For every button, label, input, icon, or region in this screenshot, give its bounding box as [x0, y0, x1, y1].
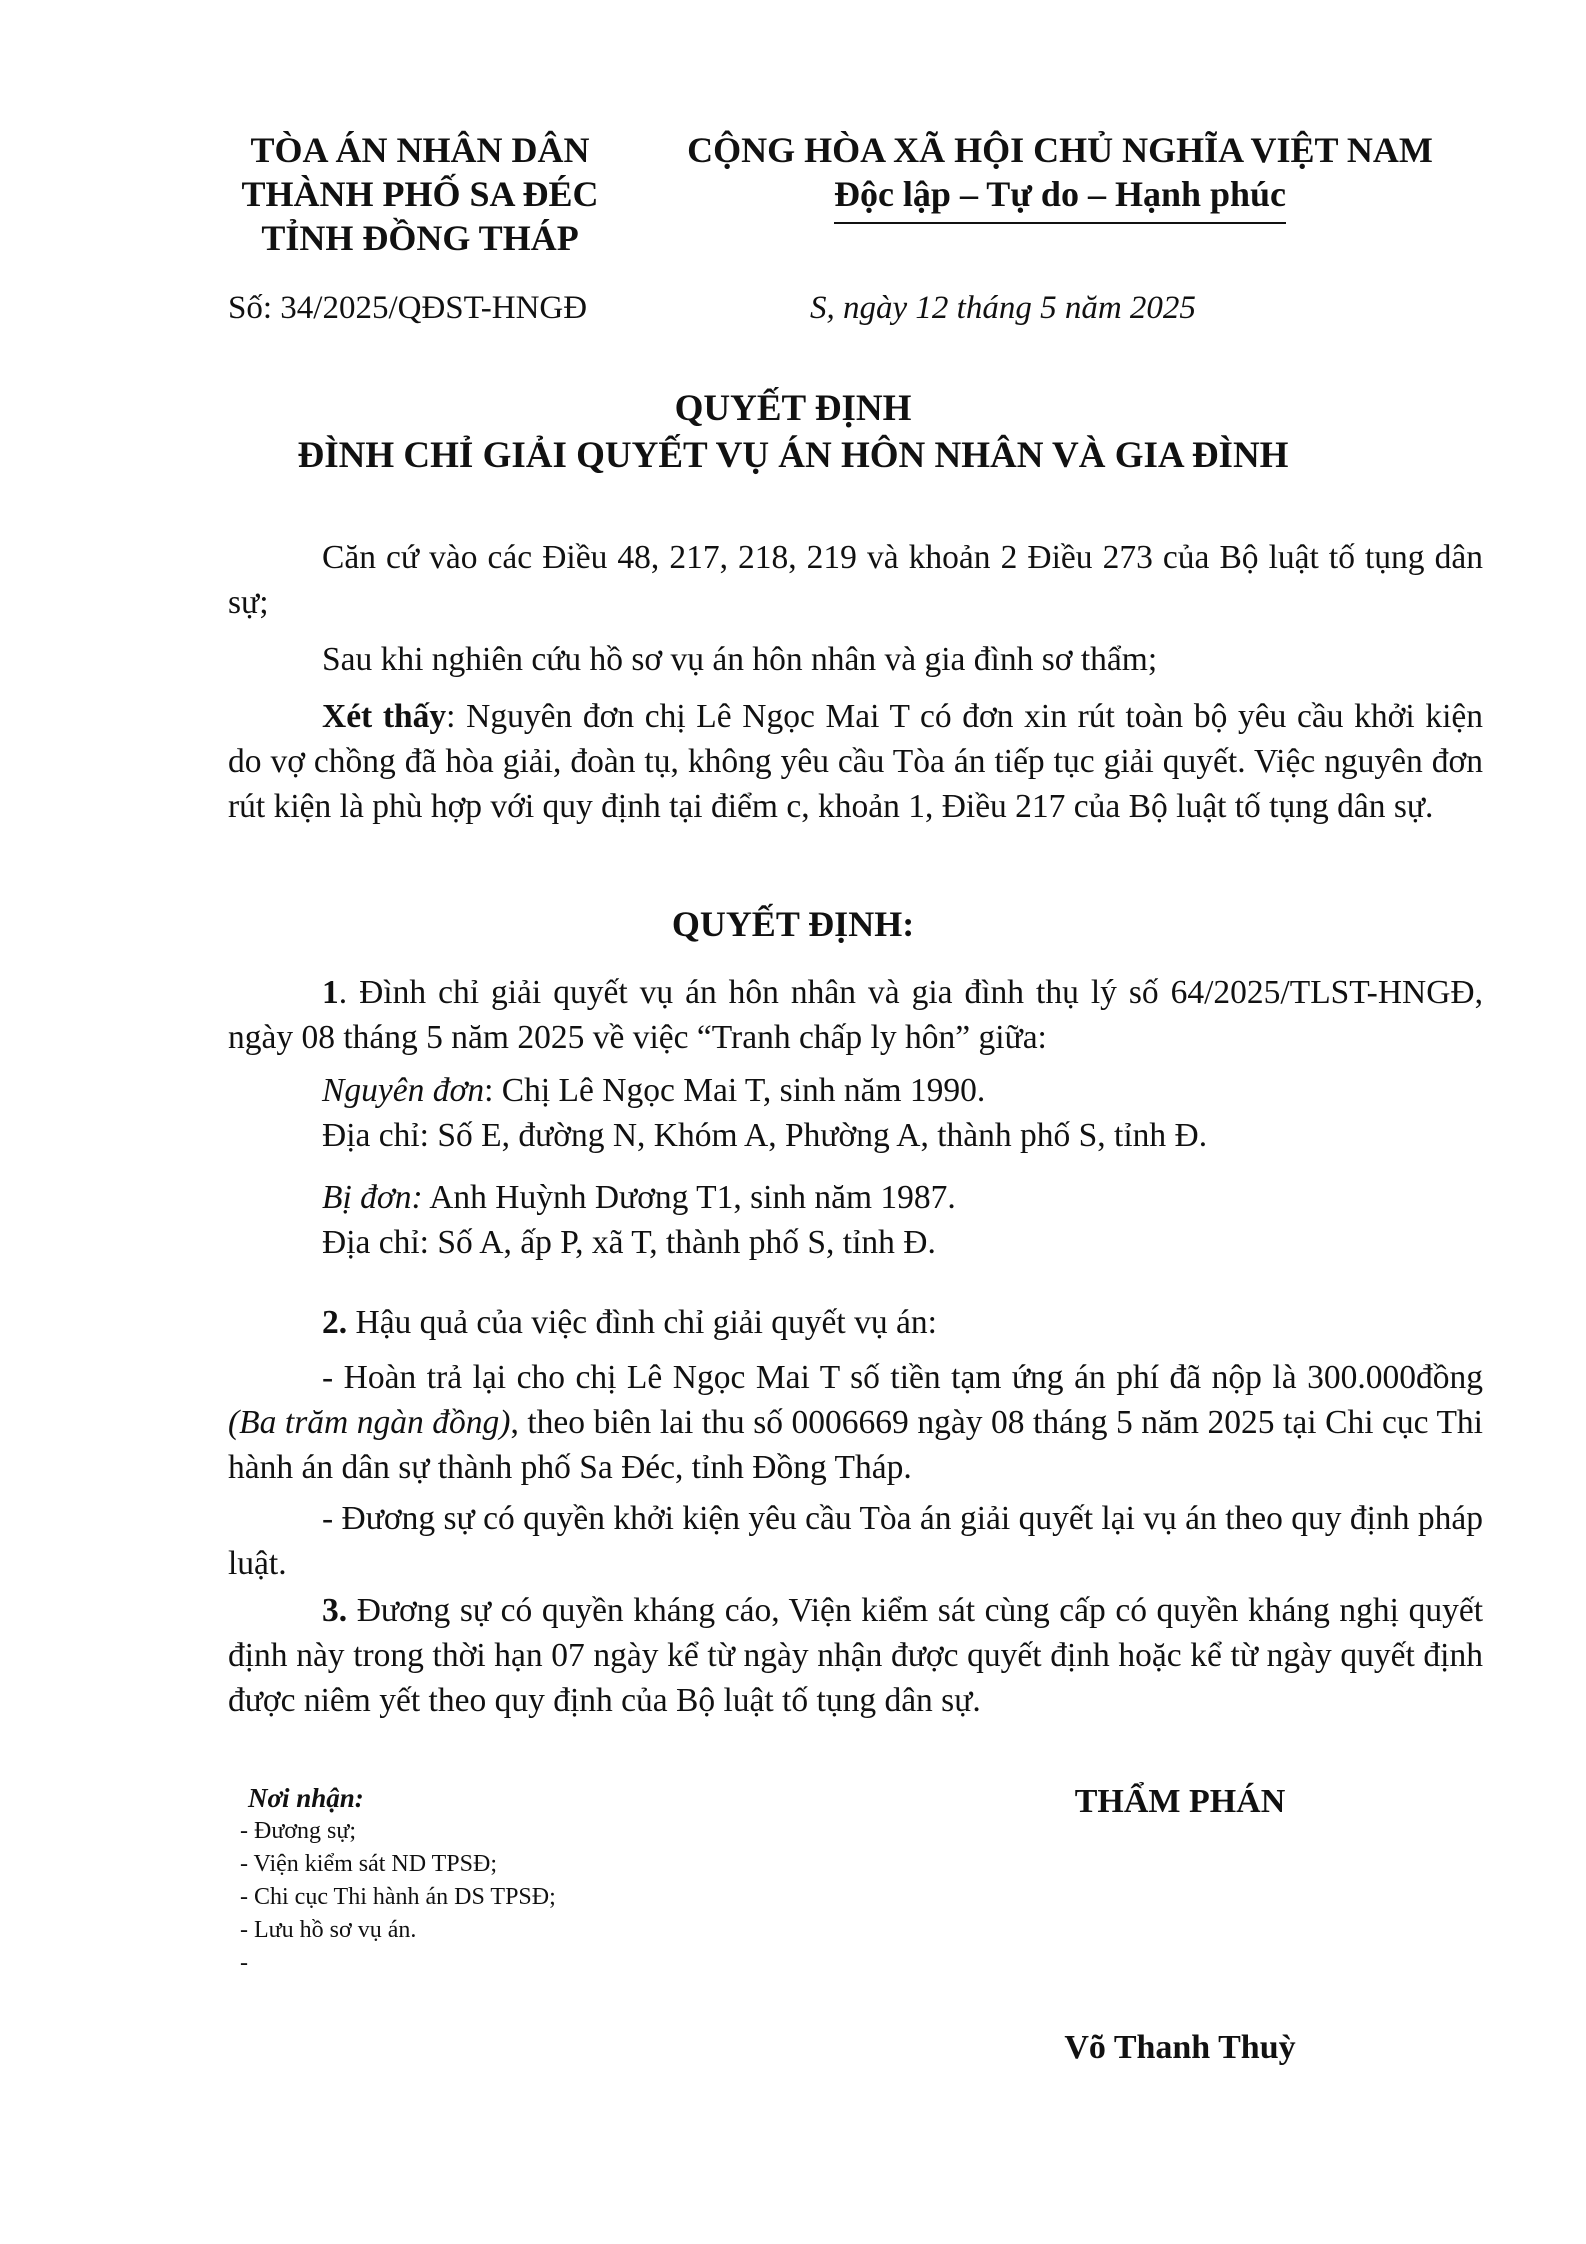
recipients-block	[240, 1782, 556, 1980]
refund-pre: - Hoàn trả lại cho chị Lê Ngọc Mai T số tiền tạm ứng án phí đã nộp là 300.000đồng	[322, 1359, 1483, 1396]
defendant-text: Anh Huỳnh Dương T1, sinh năm 1987.	[422, 1179, 956, 1216]
item-1-text: . Đình chỉ giải quyết vụ án hôn nhân và gia đình thụ lý số 64/2025/TLST-HNGĐ, ngày 08 tháng 5 năm 2025 về việc “Tranh chấp ly hôn” giữa:	[228, 974, 1483, 1056]
national-motto: Độc lập – Tự do – Hạnh phúc	[834, 172, 1286, 224]
court-name	[205, 128, 635, 260]
defendant-label: Bị đơn:	[322, 1179, 423, 1216]
document-number: Số: 34/2025/QĐST-HNGĐ	[228, 290, 588, 326]
item-2-number: 2.	[322, 1304, 348, 1341]
decision-heading: QUYẾT ĐỊNH:	[671, 904, 915, 944]
considering-label: Xét thấy	[322, 698, 447, 735]
item-1-number: 1	[322, 974, 339, 1011]
after-review: Sau khi nghiên cứu hồ sơ vụ án hôn nhân và gia đình sơ thẩm;	[322, 641, 1158, 678]
recipient-item: - Đương sự;	[240, 1818, 357, 1844]
court-line-2: THÀNH PHỐ SA ĐÉC	[241, 174, 599, 214]
court-line-1: TÒA ÁN NHÂN DÂN	[250, 130, 590, 170]
item-2-text: Hậu quả của việc đình chỉ giải quyết vụ án:	[347, 1304, 937, 1341]
judge-title: THẨM PHÁN	[1074, 1783, 1286, 1820]
title-line-1: QUYẾT ĐỊNH	[674, 388, 912, 429]
refund-paragraph	[228, 1355, 1483, 1490]
refund-words: (Ba trăm ngàn đồng)	[228, 1404, 511, 1441]
recipient-item: -	[240, 1950, 248, 1976]
document-title	[200, 385, 1386, 479]
considering-paragraph	[228, 694, 1483, 829]
national-header	[680, 128, 1440, 224]
defendant-address: Địa chỉ: Số A, ấp P, xã T, thành phố S, tỉnh Đ.	[322, 1224, 936, 1261]
decision-item-1	[228, 970, 1483, 1060]
recipients-heading: Nơi nhận:	[248, 1783, 364, 1813]
decision-item-2	[228, 1300, 1483, 1723]
recipient-item: - Viện kiểm sát ND TPSĐ;	[240, 1851, 498, 1877]
item-3-number: 3.	[322, 1592, 348, 1629]
court-line-3: TỈNH ĐỒNG THÁP	[261, 218, 579, 258]
recipient-item: - Lưu hồ sơ vụ án.	[240, 1917, 417, 1943]
right-to-sue: - Đương sự có quyền khởi kiện yêu cầu Tòa án giải quyết lại vụ án theo quy định pháp luật.	[228, 1500, 1483, 1582]
plaintiff-block	[322, 1068, 1207, 1158]
defendant-block	[322, 1175, 956, 1265]
document-date: S, ngày 12 tháng 5 năm 2025	[810, 290, 1196, 326]
republic-name: CỘNG HÒA XÃ HỘI CHỦ NGHĨA VIỆT NAM	[687, 130, 1433, 170]
recipient-item: - Chi cục Thi hành án DS TPSĐ;	[240, 1884, 556, 1910]
item-3-text: Đương sự có quyền kháng cáo, Viện kiểm sát cùng cấp có quyền kháng nghị quyết định này trong thời hạn 07 ngày kể từ ngày nhận được quyết định hoặc kể từ ngày quyết định được niêm yết theo quy định của Bộ luật tố tụng dân sự.	[228, 1592, 1483, 1719]
plaintiff-address: Địa chỉ: Số E, đường N, Khóm A, Phường A, thành phố S, tỉnh Đ.	[322, 1117, 1208, 1154]
judge-name: Võ Thanh Thuỳ	[1064, 2029, 1296, 2066]
legal-basis: Căn cứ vào các Điều 48, 217, 218, 219 và khoản 2 Điều 273 của Bộ luật tố tụng dân sự;	[228, 539, 1483, 621]
considering-text: : Nguyên đơn chị Lê Ngọc Mai T có đơn xin rút toàn bộ yêu cầu khởi kiện do vợ chồng đã hòa giải, đoàn tụ, không yêu cầu Tòa án tiếp tục giải quyết. Việc nguyên đơn rút kiện là phù hợp với quy định tại điểm c, khoản 1, Điều 217 của Bộ luật tố tụng dân sự.	[228, 698, 1483, 825]
plaintiff-text: : Chị Lê Ngọc Mai T, sinh năm 1990.	[484, 1072, 986, 1109]
title-line-2: ĐÌNH CHỈ GIẢI QUYẾT VỤ ÁN HÔN NHÂN VÀ GIA ĐÌNH	[297, 435, 1289, 476]
preamble	[228, 535, 1483, 829]
refund-post: , theo biên lai thu số 0006669 ngày 08 tháng 5 năm 2025 tại Chi cục Thi hành án dân sự thành phố Sa Đéc, tỉnh Đồng Tháp.	[228, 1404, 1483, 1486]
plaintiff-label: Nguyên đơn	[322, 1072, 485, 1109]
